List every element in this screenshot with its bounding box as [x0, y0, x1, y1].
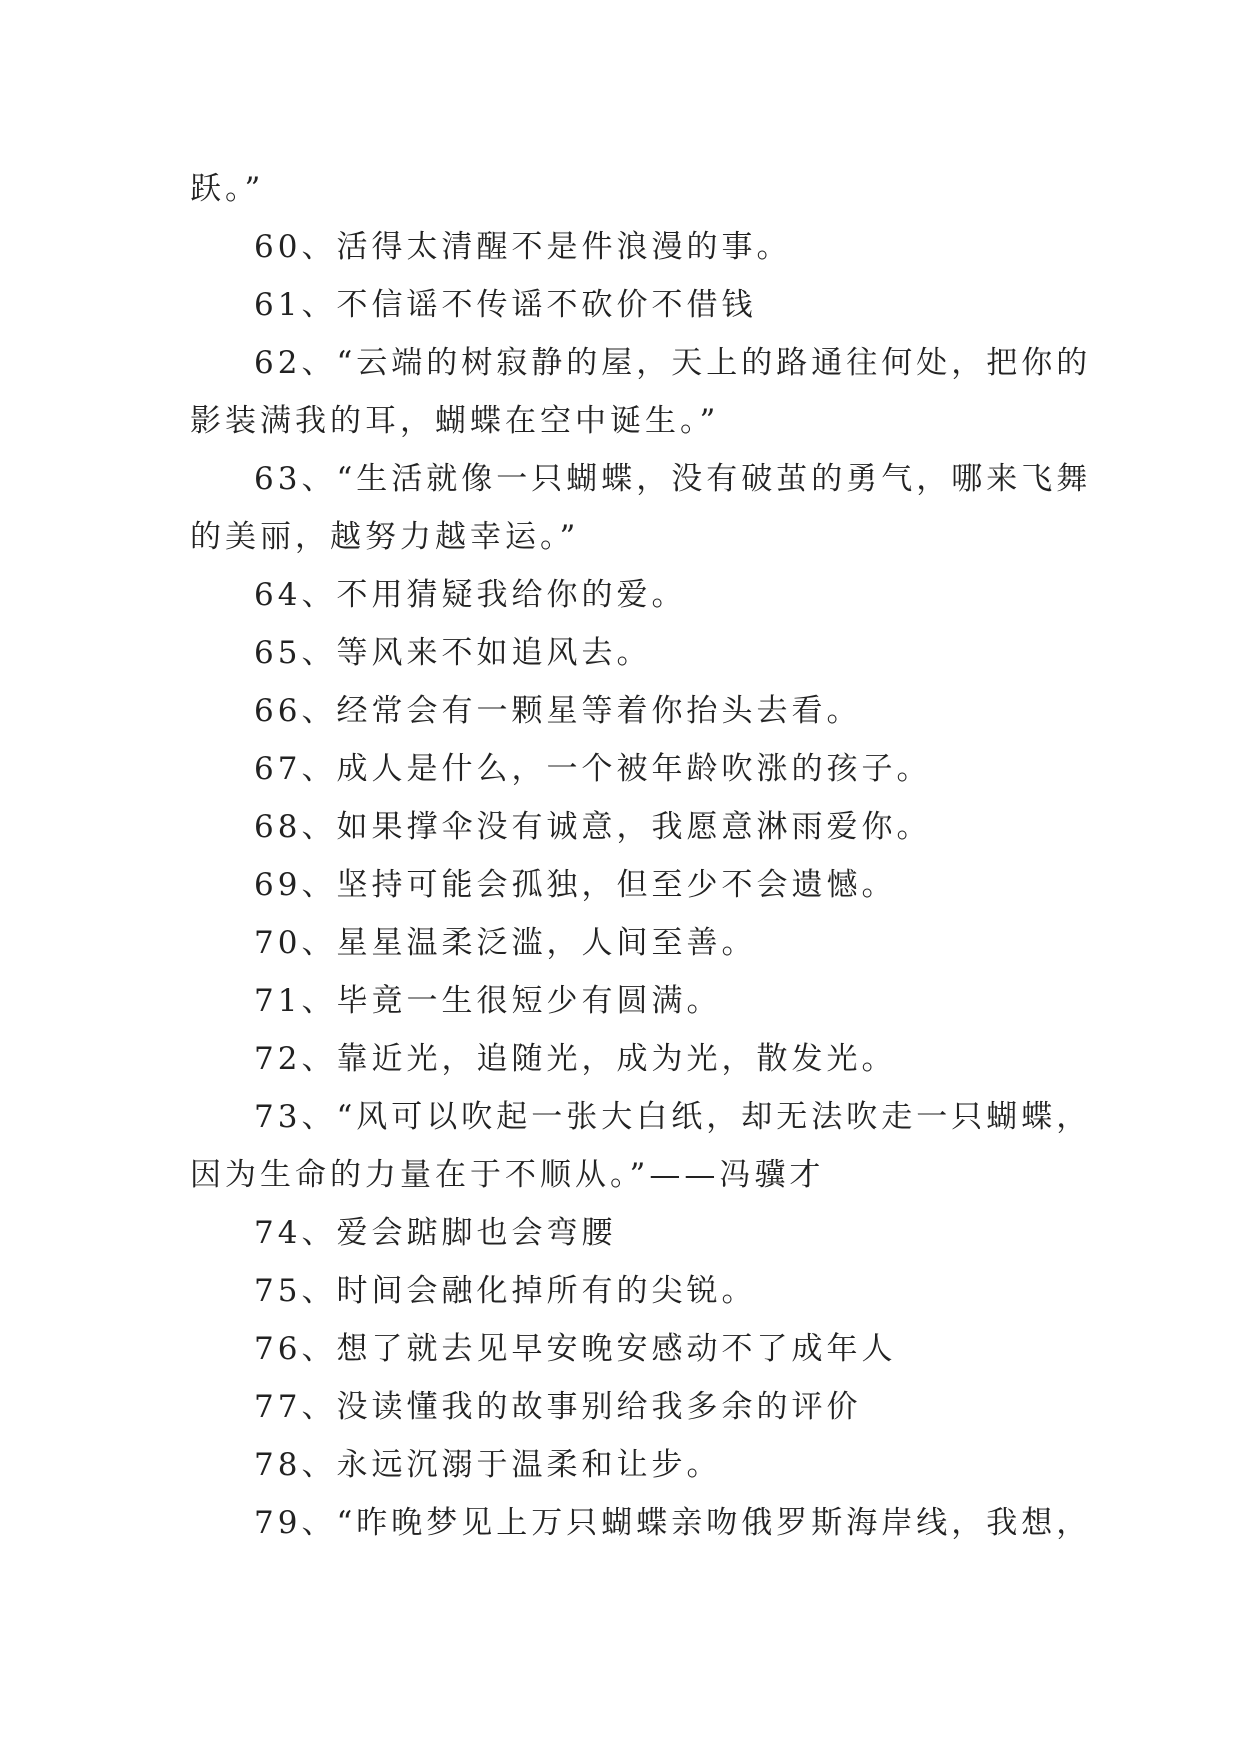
quote-item-61: 61、不信谣不传谣不砍价不借钱 [254, 287, 757, 323]
document-body [190, 160, 1092, 1552]
quote-item-60: 60、活得太清醒不是件浪漫的事。 [254, 229, 792, 265]
quote-item-76: 76、想了就去见早安晚安感动不了成年人 [254, 1331, 897, 1367]
quote-item-62-continuation: 影装满我的耳，蝴蝶在空中诞生。” [190, 403, 720, 439]
quote-item-62: 62、“云端的树寂静的屋，天上的路通往何处，把你的 [254, 345, 1092, 381]
quote-item-73: 73、“风可以吹起一张大白纸，却无法吹走一只蝴蝶， [254, 1099, 1092, 1135]
quote-item-79: 79、“昨晚梦见上万只蝴蝶亲吻俄罗斯海岸线，我想， [254, 1505, 1092, 1541]
quote-item-77: 77、没读懂我的故事别给我多余的评价 [254, 1389, 862, 1425]
quote-item-74: 74、爱会踮脚也会弯腰 [254, 1215, 617, 1251]
quote-item-66: 66、经常会有一颗星等着你抬头去看。 [254, 693, 862, 729]
quote-item-67: 67、成人是什么，一个被年龄吹涨的孩子。 [254, 751, 932, 787]
quote-item-65: 65、等风来不如追风去。 [254, 635, 652, 671]
quote-item-63: 63、“生活就像一只蝴蝶，没有破茧的勇气，哪来飞舞 [254, 461, 1092, 497]
quote-item-69: 69、坚持可能会孤独，但至少不会遗憾。 [254, 867, 897, 903]
quote-item-63-continuation: 的美丽，越努力越幸运。” [190, 519, 580, 555]
text-line-continuation: 跃。” [190, 171, 265, 207]
quote-item-64: 64、不用猜疑我给你的爱。 [254, 577, 687, 613]
quote-item-73-continuation: 因为生命的力量在于不顺从。”——冯骥才 [190, 1157, 825, 1193]
quote-item-72: 72、靠近光，追随光，成为光，散发光。 [254, 1041, 897, 1077]
quote-item-70: 70、星星温柔泛滥，人间至善。 [254, 925, 757, 961]
quote-item-71: 71、毕竟一生很短少有圆满。 [254, 983, 722, 1019]
quote-item-68: 68、如果撑伞没有诚意，我愿意淋雨爱你。 [254, 809, 932, 845]
quote-item-78: 78、永远沉溺于温柔和让步。 [254, 1447, 722, 1483]
quote-item-75: 75、时间会融化掉所有的尖锐。 [254, 1273, 757, 1309]
